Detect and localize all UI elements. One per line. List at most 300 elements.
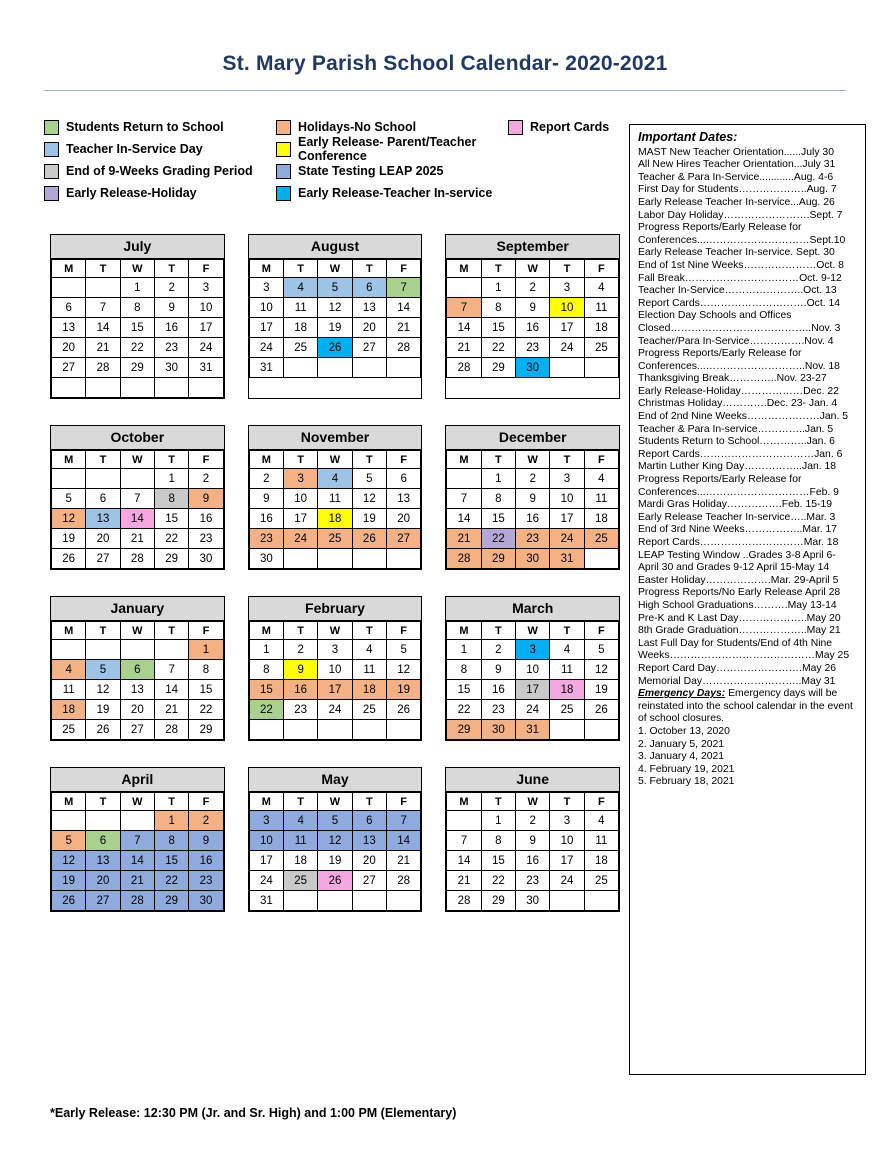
emergency-day-item: 4. February 19, 2021 [638,763,735,775]
empty-day-cell [447,811,481,831]
month-april [50,767,225,912]
day-cell: 21 [86,338,120,358]
day-cell: 19 [86,700,120,720]
day-cell: 18 [550,680,584,700]
day-cell: 14 [154,680,188,700]
weekday-header: T [154,260,188,278]
legend-item [44,164,276,179]
day-cell: 2 [249,469,283,489]
day-cell: 17 [318,680,352,700]
weekday-header: T [550,793,584,811]
day-cell: 17 [284,509,318,529]
day-cell: 22 [481,871,515,891]
important-date-item: Teacher & Para In-service…………..Jan. 5 [638,423,834,435]
day-cell: 1 [249,640,283,660]
empty-day-cell [120,469,154,489]
day-cell: 4 [550,640,584,660]
weekday-header: W [516,793,550,811]
day-cell: 2 [516,811,550,831]
day-cell: 26 [386,700,420,720]
day-cell: 19 [352,509,386,529]
empty-day-cell [447,278,481,298]
day-cell: 5 [52,489,86,509]
day-cell: 24 [318,700,352,720]
day-cell: 16 [154,318,188,338]
empty-day-cell [52,811,86,831]
day-cell: 1 [120,278,154,298]
day-cell: 11 [352,660,386,680]
important-date-item: Last Full Day for Students/End of 4th Nine [638,637,833,649]
day-cell: 6 [120,660,154,680]
day-cell: 9 [516,298,550,318]
day-cell: 2 [516,469,550,489]
day-cell: 11 [284,831,318,851]
important-date-item: Conferences...…………………………Sept.10 [638,234,846,246]
important-date-item: Christmas Holiday………….Dec. 23- Jan. 4 [638,398,838,410]
legend-swatch-icon [508,120,523,135]
day-cell: 15 [481,318,515,338]
week-row [249,851,421,871]
day-cell: 24 [550,529,584,549]
day-cell: 8 [120,298,154,318]
important-date-item: Early Release Teacher In-service...Aug. 26 [638,196,835,208]
weekday-header: T [481,260,515,278]
day-cell: 22 [189,700,223,720]
legend-label: Students Return to School [66,120,224,134]
week-row [249,720,421,740]
day-cell: 5 [386,640,420,660]
week-row [249,811,421,831]
day-cell: 20 [86,529,120,549]
emergency-days-block [638,688,857,726]
day-cell: 7 [447,298,481,318]
month-row [50,596,620,741]
day-cell: 4 [352,640,386,660]
day-cell: 8 [481,298,515,318]
day-cell: 10 [189,298,223,318]
day-cell: 1 [154,811,188,831]
month-name: December [446,426,619,450]
important-date-item: End of 3rd Nine Weeks……………..Mar. 17 [638,524,838,536]
day-cell: 14 [120,851,154,871]
day-cell: 30 [516,891,550,911]
day-cell: 20 [352,318,386,338]
day-cell: 23 [284,700,318,720]
empty-day-cell [584,358,618,378]
day-cell: 7 [386,278,420,298]
day-cell: 10 [516,660,550,680]
legend-swatch-icon [44,186,59,201]
day-cell: 25 [584,338,618,358]
day-cell: 27 [86,549,120,569]
day-cell: 29 [154,891,188,911]
weekday-header: F [386,260,420,278]
day-cell: 21 [447,871,481,891]
emergency-days-note: Emergency days will be reinstated into the school calendar in the event of school closures. [638,688,853,725]
empty-day-cell [52,469,86,489]
empty-day-cell [386,720,420,740]
important-date-item: Closed…………………………………..Nov. 3 [638,322,841,334]
weekday-header: M [52,793,86,811]
day-cell: 17 [550,318,584,338]
legend-swatch-icon [276,186,291,201]
important-date-item: Memorial Day………………………..May 31 [638,675,836,687]
day-cell: 30 [249,549,283,569]
empty-day-cell [120,378,154,398]
day-cell: 4 [584,278,618,298]
week-row [52,640,224,660]
day-cell: 8 [481,489,515,509]
day-cell: 2 [189,811,223,831]
day-cell: 29 [120,358,154,378]
months-grid [50,234,620,938]
week-row [447,469,619,489]
title-divider [44,90,846,91]
day-cell: 14 [120,509,154,529]
important-date-item: LEAP Testing Window ..Grades 3-8 April 6- [638,549,836,561]
important-date-item: Pre-K and K Last Day………………..May 20 [638,612,841,624]
week-row [249,298,421,318]
week-row [447,700,619,720]
empty-day-cell [86,640,120,660]
day-cell: 14 [447,851,481,871]
day-cell: 11 [318,489,352,509]
day-cell: 26 [52,891,86,911]
day-cell: 7 [86,298,120,318]
day-cell: 16 [249,509,283,529]
empty-day-cell [86,469,120,489]
month-january [50,596,225,741]
week-row [249,318,421,338]
day-cell: 15 [189,680,223,700]
empty-day-cell [318,891,352,911]
week-row [52,811,224,831]
day-cell: 15 [481,509,515,529]
day-cell: 9 [189,489,223,509]
day-cell: 18 [584,318,618,338]
important-date-item: Thanksgiving Break…………..Nov. 23-27 [638,373,827,385]
day-cell: 26 [318,871,352,891]
week-row [249,358,421,378]
day-cell: 9 [516,831,550,851]
month-name: June [446,768,619,792]
weekday-header: T [86,451,120,469]
day-cell: 24 [189,338,223,358]
important-date-item: Mardi Gras Holiday…………….Feb. 15-19 [638,499,833,511]
week-row [52,549,224,569]
day-cell: 6 [86,489,120,509]
day-cell: 25 [318,529,352,549]
day-cell: 28 [447,358,481,378]
day-cell: 3 [550,278,584,298]
week-row [52,720,224,740]
day-cell: 9 [249,489,283,509]
day-cell: 3 [318,640,352,660]
day-cell: 9 [481,660,515,680]
day-cell: 22 [481,529,515,549]
day-cell: 1 [447,640,481,660]
weekday-header: F [189,793,223,811]
day-cell: 31 [249,358,283,378]
day-cell: 7 [120,489,154,509]
day-cell: 27 [120,720,154,740]
day-cell: 10 [550,298,584,318]
day-cell: 5 [318,811,352,831]
day-cell: 8 [447,660,481,680]
day-cell: 17 [550,851,584,871]
day-cell: 28 [386,871,420,891]
day-cell: 4 [584,811,618,831]
day-cell: 15 [154,509,188,529]
day-cell: 15 [154,851,188,871]
week-row [249,831,421,851]
day-cell: 20 [386,509,420,529]
day-cell: 14 [386,298,420,318]
day-cell: 21 [447,338,481,358]
month-name: July [51,235,224,259]
day-cell: 26 [86,720,120,740]
day-cell: 17 [550,509,584,529]
day-cell: 25 [584,871,618,891]
empty-day-cell [120,811,154,831]
day-cell: 18 [318,509,352,529]
month-december [445,425,620,570]
day-cell: 13 [86,509,120,529]
weekday-header: W [516,260,550,278]
weekday-header: M [249,622,283,640]
empty-day-cell [86,811,120,831]
weekday-header: W [318,451,352,469]
week-row [249,680,421,700]
important-date-item: 8th Grade Graduation………………..May 21 [638,625,841,637]
weekday-header: T [481,793,515,811]
weekday-header: T [352,451,386,469]
week-row [249,489,421,509]
week-row [447,811,619,831]
weekday-header: F [584,622,618,640]
weekday-header: T [284,793,318,811]
empty-day-cell [284,549,318,569]
day-cell: 28 [447,891,481,911]
weekday-header: W [318,793,352,811]
weekday-header: F [386,451,420,469]
day-cell: 3 [284,469,318,489]
day-cell: 18 [284,318,318,338]
day-cell: 1 [481,469,515,489]
week-row [249,278,421,298]
day-cell: 7 [447,489,481,509]
empty-day-cell [584,891,618,911]
legend-swatch-icon [276,164,291,179]
weekday-header: T [154,451,188,469]
day-cell: 17 [249,851,283,871]
important-date-item: End of 2nd Nine Weeks…………………Jan. 5 [638,411,849,423]
week-row [447,549,619,569]
day-cell: 11 [584,298,618,318]
day-cell: 11 [584,489,618,509]
day-cell: 24 [550,338,584,358]
legend-label: State Testing LEAP 2025 [298,164,444,178]
day-cell: 4 [284,278,318,298]
day-cell: 23 [516,871,550,891]
day-cell: 21 [386,318,420,338]
day-cell: 29 [189,720,223,740]
weekday-header: M [447,260,481,278]
week-row [447,831,619,851]
legend-item [44,142,276,157]
month-march [445,596,620,741]
day-cell: 16 [516,318,550,338]
week-row [52,318,224,338]
day-cell: 25 [352,700,386,720]
weekday-header: F [189,451,223,469]
weekday-header: M [249,260,283,278]
day-cell: 3 [550,811,584,831]
weekday-header: F [189,260,223,278]
weekday-header: T [86,793,120,811]
week-row [52,891,224,911]
day-cell: 27 [352,338,386,358]
important-date-item: MAST New Teacher Orientation......July 30 [638,146,834,158]
day-cell: 27 [86,891,120,911]
day-cell: 8 [154,489,188,509]
day-cell: 25 [584,529,618,549]
month-february [248,596,423,741]
week-row [249,640,421,660]
week-row [52,338,224,358]
day-cell: 1 [481,811,515,831]
day-cell: 12 [318,298,352,318]
weekday-header: M [447,622,481,640]
important-date-item: End of 1st Nine Weeks…………………Oct. 8 [638,259,844,271]
weekday-header: T [550,451,584,469]
important-date-item: Labor Day Holiday…………………….Sept. 7 [638,209,843,221]
day-cell: 24 [516,700,550,720]
weekday-header: F [386,622,420,640]
weekday-header: T [154,622,188,640]
weekday-header: T [550,622,584,640]
empty-day-cell [86,278,120,298]
day-cell: 22 [447,700,481,720]
weekday-header: T [481,622,515,640]
month-name: February [249,597,422,621]
day-cell: 28 [386,338,420,358]
day-cell: 10 [249,298,283,318]
empty-day-cell [284,891,318,911]
early-release-footnote: *Early Release: 12:30 PM (Jr. and Sr. High) and 1:00 PM (Elementary) [50,1106,457,1120]
day-cell: 22 [481,338,515,358]
week-row [52,298,224,318]
weekday-header: T [154,793,188,811]
weekday-header: M [52,260,86,278]
empty-day-cell [249,720,283,740]
day-cell: 22 [249,700,283,720]
day-cell: 25 [550,700,584,720]
day-cell: 10 [284,489,318,509]
week-row [52,489,224,509]
weekday-header: T [284,622,318,640]
day-cell: 11 [52,680,86,700]
day-cell: 3 [516,640,550,660]
day-cell: 21 [386,851,420,871]
legend-item [44,186,276,201]
empty-day-cell [154,378,188,398]
important-date-item: Report Cards…………………………Mar. 18 [638,537,839,548]
day-cell: 31 [516,720,550,740]
day-cell: 23 [481,700,515,720]
day-cell: 23 [154,338,188,358]
week-row [447,278,619,298]
day-cell: 11 [284,298,318,318]
day-cell: 26 [584,700,618,720]
week-row [447,640,619,660]
empty-day-cell [550,358,584,378]
day-cell: 20 [120,700,154,720]
day-cell: 29 [481,358,515,378]
day-cell: 19 [52,871,86,891]
month-row [50,767,620,912]
important-date-item: Progress Reports/Early Release for [638,348,802,360]
weekday-header: W [120,260,154,278]
legend-item [276,135,508,163]
day-cell: 30 [516,358,550,378]
legend-label: Teacher In-Service Day [66,142,203,156]
week-row [249,700,421,720]
week-row [447,489,619,509]
legend-label: Report Cards [530,120,610,134]
day-cell: 30 [189,549,223,569]
day-cell: 20 [352,851,386,871]
day-cell: 19 [318,318,352,338]
day-cell: 12 [584,660,618,680]
legend-item [276,164,508,179]
month-row [50,425,620,570]
week-row [52,831,224,851]
important-date-item: Early Release Teacher In-service. Sept. 30 [638,247,835,259]
day-cell: 8 [481,831,515,851]
day-cell: 12 [86,680,120,700]
month-june [445,767,620,912]
important-date-item: All New Hires Teacher Orientation...July 31 [638,159,836,171]
day-cell: 8 [154,831,188,851]
month-september [445,234,620,399]
important-dates-list [638,147,857,689]
weekday-header: T [550,260,584,278]
empty-day-cell [318,720,352,740]
week-row [52,509,224,529]
week-row [249,891,421,911]
weekday-header: M [249,451,283,469]
day-cell: 12 [52,851,86,871]
day-cell: 28 [120,891,154,911]
week-row [52,700,224,720]
empty-day-cell [52,278,86,298]
month-name: January [51,597,224,621]
day-cell: 6 [52,298,86,318]
day-cell: 21 [447,529,481,549]
empty-day-cell [550,720,584,740]
legend-item [508,120,614,135]
week-row [249,509,421,529]
week-row [447,851,619,871]
day-cell: 15 [249,680,283,700]
legend [44,116,614,204]
day-cell: 31 [249,891,283,911]
day-cell: 28 [120,549,154,569]
day-cell: 9 [516,489,550,509]
empty-day-cell [120,640,154,660]
day-cell: 29 [481,891,515,911]
